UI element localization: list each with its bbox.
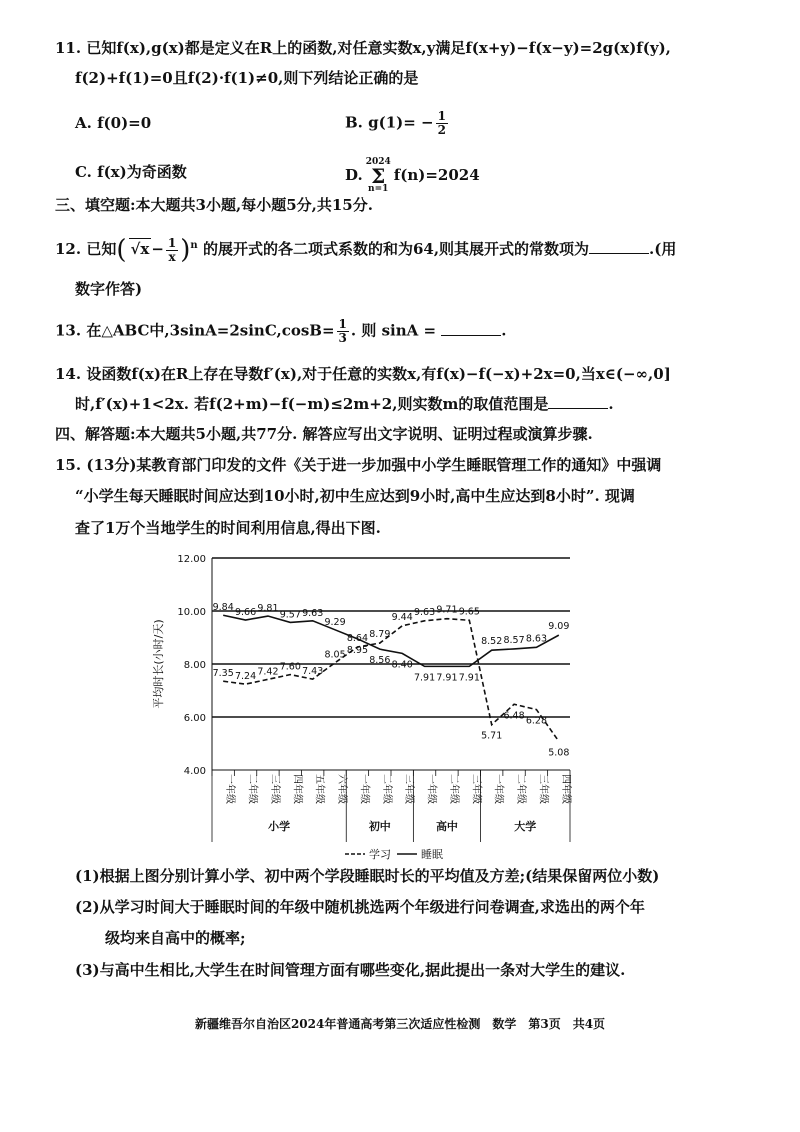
x-tick-label: 二年级 [246,774,258,804]
q11-text2: f(2)+f(1)=0且f(2)·f(1)≠0,则下列结论正确的是 [75,69,419,87]
data-label: 9.29 [324,616,346,628]
x-tick-label: 五年级 [313,774,325,804]
data-label: 9.63 [302,607,324,619]
q11-option-c: C. f(x)为奇函数 [75,163,187,181]
q12-sqrt: √x [130,240,150,258]
q14-answer-blank[interactable] [548,394,608,409]
x-tick-label: 一年级 [358,774,370,804]
q15-sub1: (1)根据上图分别计算小学、初中两个学段睡眠时长的平均值及方差;(结果保留两位小数) [75,867,660,885]
data-label: 9.65 [458,606,480,618]
q12-fraction: $\frac{1}{x}$ [167,235,177,264]
data-label: 7.42 [257,666,279,678]
data-label: 7.60 [279,661,301,673]
data-label: 8.52 [481,636,503,648]
q15-sub2-line2: 级均来自高中的概率; [105,929,246,947]
data-label: 5.08 [548,747,570,759]
data-label: 8.05 [324,649,346,661]
q14-line2: 时,f′(x)+1<2x. 若f(2+m)−f(−m)≤2m+2,则实数m的取值范围是 . [75,395,614,413]
q13-answer-blank[interactable] [441,321,501,336]
data-label: 9.09 [548,621,570,633]
data-label: 9.84 [212,602,234,614]
q15-line2: “小学生每天睡眠时间应达到10小时,初中生应达到9小时,高中生应达到8小时”. 现调 [75,487,635,505]
x-tick-label: 三年级 [537,774,549,804]
data-label: 9.63 [413,606,436,618]
q14-line1: 14. 设函数f(x)在R上存在导数f′(x),对于任意的实数x,有f(x)−f(−x)+2x=0,当x∈(−∞,0] [55,365,671,383]
x-tick-label: 三年级 [268,774,280,804]
section-3-heading: 三、填空题:本大题共3小题,每小题5分,共15分. [55,196,373,214]
data-label: 9.44 [391,611,413,623]
q11-number: 11. [55,39,82,57]
q11-summation: 2024 Σ n=1 [365,157,391,194]
q11-option-b-fraction: $\frac{1}{2}$ [437,109,446,137]
q11-option-d: D.2024 Σ n=1f(n)=2024 [345,157,480,194]
data-label: 8.95 [346,644,369,656]
data-label: 9.71 [436,604,458,616]
y-tick-label: 6.00 [183,713,206,724]
y-tick-label: 4.00 [183,766,206,777]
x-tick-label: 四年级 [291,774,303,804]
data-label: 7.43 [302,666,324,678]
data-label: 8.40 [391,659,413,671]
data-label: 7.91 [436,672,458,684]
x-group-label: 小学 [268,820,291,833]
data-label: 6.28 [525,715,548,727]
data-label: 7.24 [234,671,257,683]
data-label: 7.91 [458,672,480,684]
data-label: 7.35 [212,668,234,680]
q13-line: 13. 在△ABC中,3sinA=2sinC,cosB= $\frac{1}{3}$ . 则 sinA = . [55,317,507,345]
x-tick-label: 六年级 [336,774,348,804]
x-tick-label: 一年级 [425,774,437,804]
data-label: 5.71 [481,730,503,742]
x-tick-label: 一年级 [492,774,504,804]
q11-line2 [75,68,418,88]
x-group-label: 大学 [514,820,537,833]
q13-fraction: $\frac{1}{3}$ [338,317,347,345]
section-4-heading: 四、解答题:本大题共5小题,共77分. 解答应写出文字说明、证明过程或演算步骤. [55,425,593,443]
sleep-study-chart [140,548,600,860]
data-label: 8.57 [503,634,525,646]
data-label: 7.91 [413,672,436,684]
x-tick-label: 二年级 [515,774,527,804]
x-group-label: 初中 [368,820,391,833]
q15-line1: 15. (13分)某教育部门印发的文件《关于进一步加强中小学生睡眠管理工作的通知》中强调 [55,456,662,474]
x-tick-label: 三年级 [403,774,415,804]
x-tick-label: 一年级 [224,774,236,804]
x-tick-label: 四年级 [559,774,571,804]
y-tick-label: 10.00 [177,607,206,618]
q15-sub3: (3)与高中生相比,大学生在时间管理方面有哪些变化,据此提出一条对大学生的建议. [75,961,626,979]
data-label: 8.64 [346,633,369,645]
q11-line1 [55,38,671,58]
x-tick-label: 三年级 [470,774,482,804]
y-tick-label: 12.00 [177,554,206,565]
q15-line3: 查了1万个当地学生的时间利用信息,得出下图. [75,519,381,537]
x-tick-label: 二年级 [380,774,392,804]
data-label: 8.79 [369,629,391,641]
q12-line2: 数字作答) [75,280,143,298]
q11-text1: 已知f(x),g(x)都是定义在R上的函数,对任意实数x,y满足f(x+y)−f(x−y)=2g(x)f(y), [86,39,671,57]
data-label: 9.81 [257,603,279,615]
q12-answer-blank[interactable] [589,239,649,254]
legend-label-sleep: 睡眠 [421,848,443,860]
q15-sub2-line1: (2)从学习时间大于睡眠时间的年级中随机挑选两个年级进行问卷调查,求选出的两个年 [75,898,645,916]
q11-option-b: B. g(1)= − $\frac{1}{2}$ [345,109,446,137]
x-group-label: 高中 [435,820,458,833]
page-footer: 新疆维吾尔自治区2024年普通高考第三次适应性检测 数学 第3页 共4页 [194,1017,606,1031]
legend-label-study: 学习 [369,848,391,860]
data-label: 8.56 [369,655,391,667]
data-label: 6.48 [503,710,525,722]
q12-line1: 12. 已知( √x − $\frac{1}{x}$ )$^n$ 的展开式的各二项式系数的和为64,则其展开式的常数项为 .(用 [55,235,677,265]
y-axis-label: 平均时长(小时/天) [152,619,165,709]
q11-option-a: A. f(0)=0 [75,114,152,132]
data-label: 9.57 [279,609,301,621]
data-label: 8.63 [525,633,548,645]
y-tick-label: 8.00 [183,660,206,671]
data-label: 9.66 [234,607,257,619]
x-tick-label: 二年级 [447,774,459,804]
